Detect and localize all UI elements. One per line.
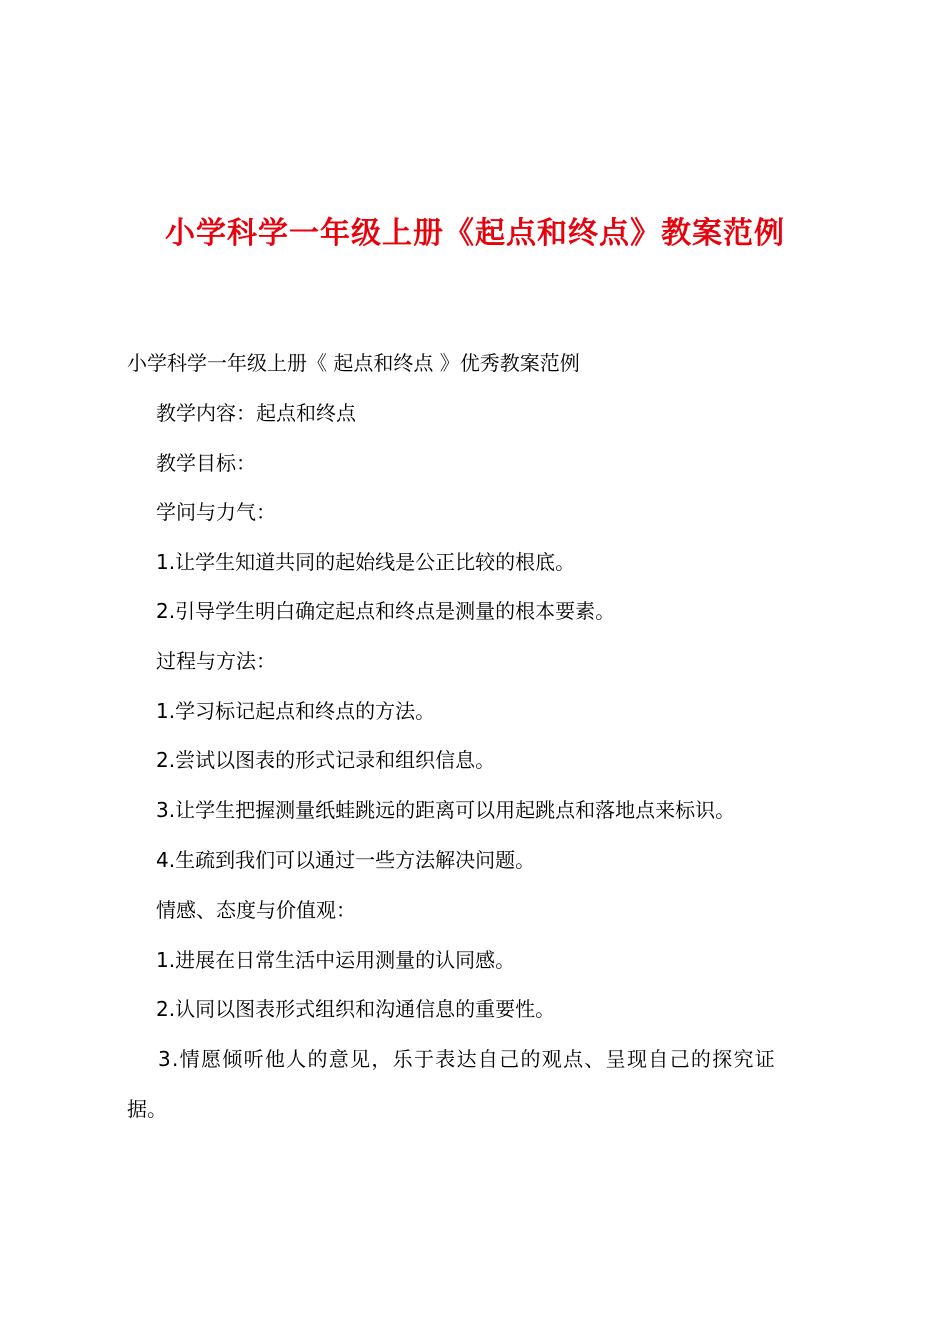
paragraph-process-item-4: 4.生疏到我们可以通过一些方法解决问题。	[156, 848, 536, 872]
paragraph-teaching-content: 教学内容：起点和终点	[156, 401, 356, 425]
document-title: 小学科学一年级上册《起点和终点》教案范例	[165, 216, 785, 251]
paragraph-process-item-2: 2.尝试以图表的形式记录和组织信息。	[156, 748, 496, 772]
paragraph-knowledge-item-1: 1.让学生知道共同的起始线是公正比较的根底。	[156, 550, 576, 574]
paragraph-process-item-1: 1.学习标记起点和终点的方法。	[156, 699, 436, 723]
document-subtitle: 小学科学一年级上册《 起点和终点 》优秀教案范例	[127, 351, 580, 375]
paragraph-attitude-item-3-line-2: 据。	[127, 1097, 167, 1121]
paragraph-knowledge-item-2: 2.引导学生明白确定起点和终点是测量的根本要素。	[156, 599, 616, 623]
paragraph-attitude-heading: 情感、态度与价值观：	[156, 898, 356, 922]
paragraph-process-heading: 过程与方法：	[156, 649, 276, 673]
paragraph-process-item-3: 3.让学生把握测量纸蛙跳远的距离可以用起跳点和落地点来标识。	[156, 798, 736, 822]
paragraph-knowledge-heading: 学问与力气：	[156, 500, 276, 524]
paragraph-attitude-item-3-line-1: 3.情愿倾听他人的意见，乐于表达自己的观点、呈现自己的探究证	[158, 1047, 777, 1071]
paragraph-teaching-goals: 教学目标：	[156, 451, 256, 475]
paragraph-attitude-item-2: 2.认同以图表形式组织和沟通信息的重要性。	[156, 997, 556, 1021]
paragraph-attitude-item-1: 1.进展在日常生活中运用测量的认同感。	[156, 948, 516, 972]
